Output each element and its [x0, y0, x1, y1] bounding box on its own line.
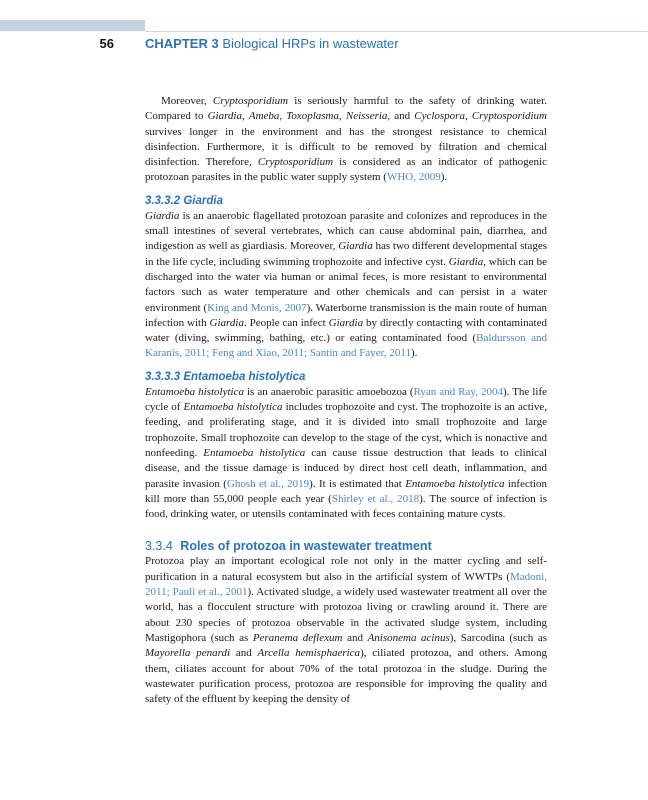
italic-term: Arcella hemisphaerica: [257, 647, 361, 660]
italic-term: Anisonema acinus: [367, 631, 450, 644]
italic-term: Toxoplasma: [286, 110, 340, 123]
intro-paragraph: Moreover, Cryptosporidium is seriously harmful to the safety of drinking water. Compared to Giardia, Ameba, Toxoplasma, Neisseria, and Cyclospora, Cryptosporidium survives longer in the environment and has the strongest resistance to chemical disinfection. Furthermore, it is difficult to be removed by filtration and chemical disinfection. Therefore, Cryptosporidium is considered as an indicator of pathogenic protozoan parasites in the public water supply system (WHO, 2009).: [145, 95, 547, 184]
roles-heading: [145, 538, 547, 554]
italic-term: Cryptosporidium: [257, 156, 334, 169]
italic-term: Cryptosporidium: [212, 95, 289, 107]
italic-term: Cyclospora: [414, 110, 465, 123]
italic-term: Giardia: [338, 240, 373, 253]
italic-term: Giardia: [328, 316, 364, 329]
giardia-paragraph: Giardia is an anaerobic flagellated protozoan parasite and colonizes and reproduces in the small intestines of several vertebrates, which can cause abdominal pain, diarrhea, and indigestion as well as giardiasis. Moreover, Giardia has two different developmental stages in the life cycle, including swimming trophozoite and infective cyst. Giardia, which can be discharged into the water via human or animal feces, is more resistant to environmental factors such as water temperature and other chemicals and can persist in a water environment (King and Monis, 2007). Waterborne transmission is the main route of human infection with Giardia. People can infect Giardia by directly contacting with contaminated water (diving, swimming, bathing, etc.) or eating contaminated food (Baldursson and Karanis, 2011; Feng and Xiao, 2011; Santín and Fayer, 2011).: [145, 209, 548, 360]
italic-term: Giardia: [448, 255, 484, 268]
italic-term: Giardia: [209, 316, 244, 329]
citation-link[interactable]: Ghosh et al., 2019: [226, 477, 310, 490]
roles-heading-number: 3.3.4: [145, 539, 173, 554]
citation-link[interactable]: Shirley et al., 2018: [331, 492, 420, 505]
italic-term: Entamoeba histolytica: [145, 385, 244, 398]
chapter-label: CHAPTER 3: [145, 36, 219, 51]
italic-term: Entamoeba histolytica: [203, 446, 306, 459]
italic-term: Giardia: [145, 209, 180, 222]
roles-heading-title: Roles of protozoa in wastewater treatment: [180, 539, 432, 554]
page-number: 56: [99, 36, 114, 51]
entamoeba-heading: 3.3.3.3 Entamoeba histolytica: [145, 370, 306, 383]
italic-term: Peranema deflexum: [252, 631, 343, 644]
italic-term: Ameba: [248, 110, 280, 123]
header-color-bar: [0, 20, 145, 31]
italic-term: Giardia: [207, 110, 242, 123]
citation-link[interactable]: WHO, 2009: [386, 171, 441, 184]
page-body: [145, 94, 547, 707]
italic-term: Cryptosporidium: [471, 110, 547, 123]
chapter-title: Biological HRPs in wastewater: [222, 36, 399, 51]
citation-link[interactable]: Baldursson and Karanis, 2011; Feng and Xiao, 2011; Santín and Fayer, 2011: [145, 332, 547, 360]
italic-term: Neisseria: [345, 110, 388, 123]
italic-term: Entamoeba histolytica: [183, 401, 283, 414]
entamoeba-paragraph: Entamoeba histolytica is an anaerobic parasitic amoebozoa (Ryan and Ray, 2004). The life cycle of Entamoeba histolytica includes trophozoite and cyst. The trophozoite is an active, feeding, and proliferating stage, and it is divided into small trophozoite and large trophozoite. Small trophozoite can develop to the stage of the cyst, which is nonactive and nonfeeding. Entamoeba histolytica can cause tissue destruction that leads to clinical disease, and the tissue damage is induced by direct host cell death, inflammation, and parasite invasion (Ghosh et al., 2019). It is estimated that Entamoeba histolytica infection kill more than 55,000 people each year (Shirley et al., 2018). The source of infection is food, drinking water, or utensils contaminated with feces containing mature cysts.: [145, 385, 548, 521]
citation-link[interactable]: King and Monis, 2007: [207, 301, 307, 314]
chapter-heading: [145, 36, 399, 51]
citation-link[interactable]: Madoni, 2011; Pauli et al., 2001: [145, 570, 547, 599]
citation-link[interactable]: Ryan and Ray, 2004: [413, 385, 503, 398]
giardia-heading: 3.3.3.2 Giardia: [145, 194, 223, 207]
running-head: [0, 36, 648, 54]
roles-paragraph: Protozoa play an important ecological role not only in the matter cycling and self-purification in a natural ecosystem but also in the artificial system of WWTPs (Madoni, 2011; Pauli et al., 2001). Activated sludge, a widely used wastewater treatment all over the world, has a flocculent structure with protozoa living or crawling around it. There are about 230 species of protozoa observable in the activated sludge system, including Mastigophora (such as Peranema deflexum and Anisonema acinus), Sarcodina (such as Mayorella penardi and Arcella hemisphaerica), ciliated protozoa, and others. Among them, ciliates account for about 70% of the total protozoa in the sludge. During the wastewater purification process, protozoa are responsible for improving the quality and safety of the effluent by keeping the density of: [145, 555, 547, 706]
italic-term: Mayorella penardi: [145, 647, 231, 660]
header-rule: [145, 31, 648, 32]
italic-term: Entamoeba histolytica: [405, 477, 505, 490]
